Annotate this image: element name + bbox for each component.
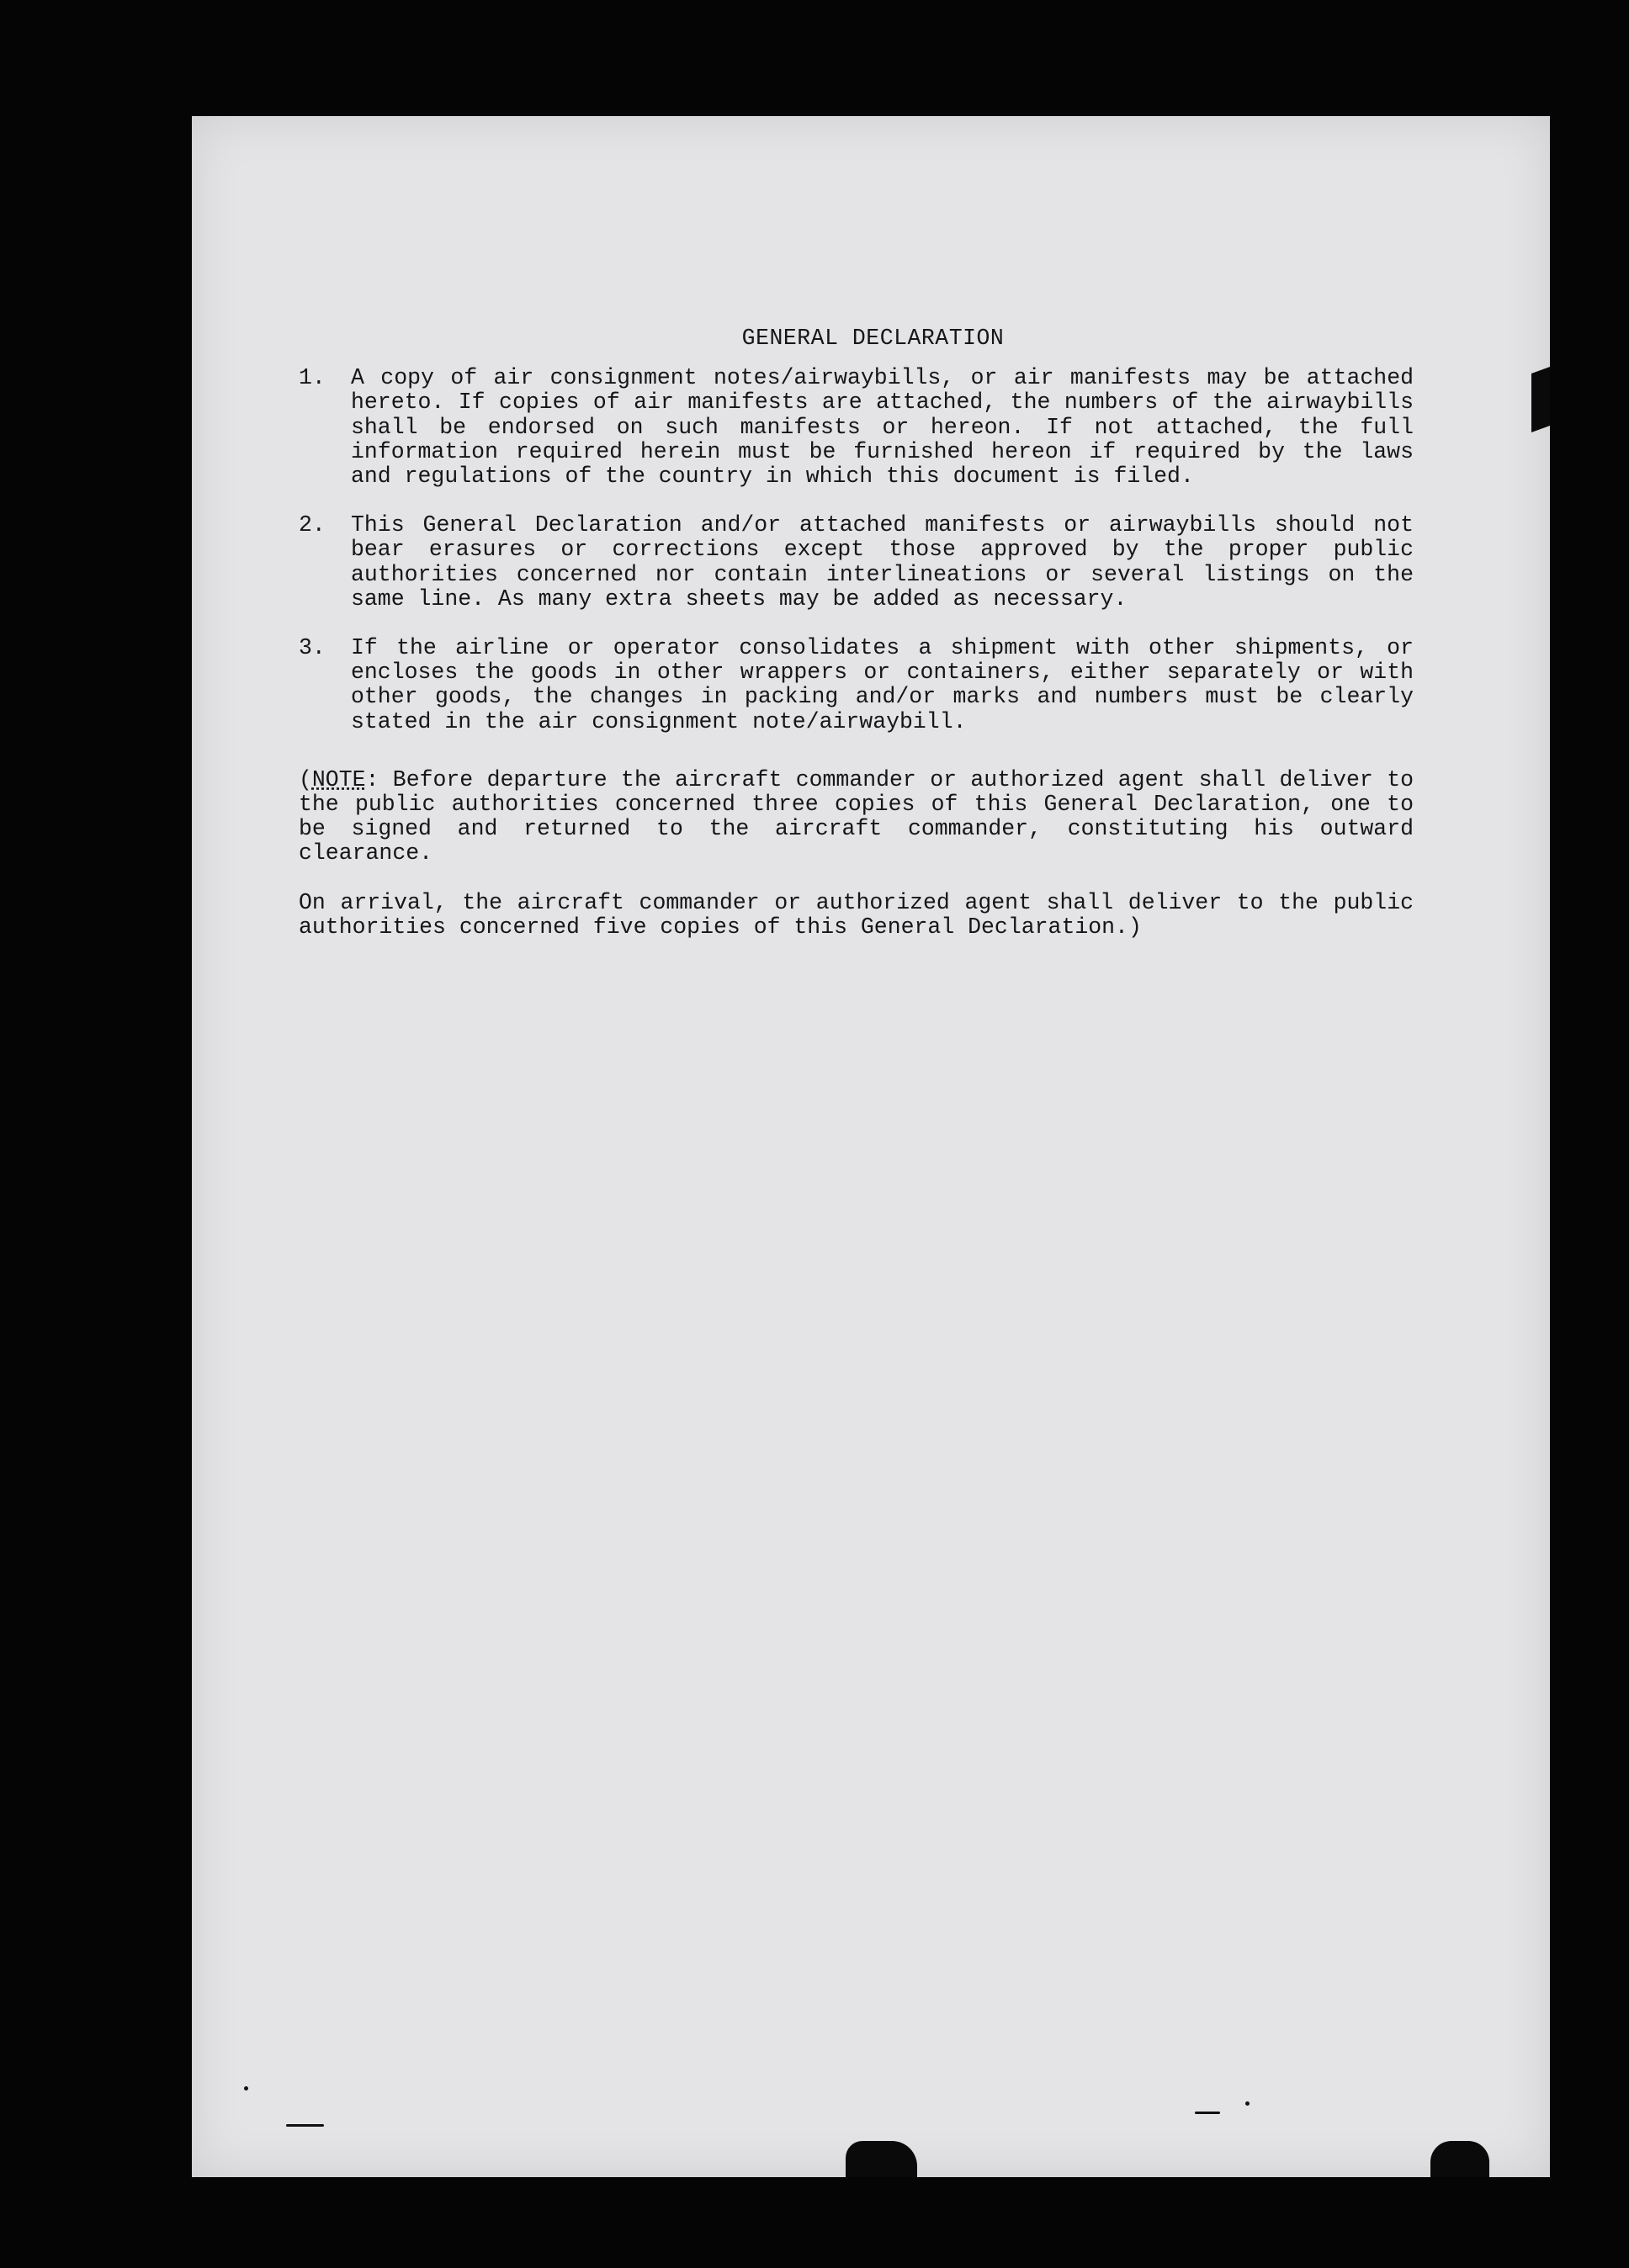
note-paragraph bbox=[299, 768, 1414, 866]
document-title: GENERAL DECLARATION bbox=[741, 326, 1005, 351]
scan-artifact bbox=[1245, 2101, 1250, 2106]
scan-artifact bbox=[244, 2086, 248, 2090]
note-text: : Before departure the aircraft commander or authorized agent shall deliver to the public authorities concerned three copies of this General Declaration, one to be signed and returned to the aircraft commander, constituting his outward clearance. bbox=[299, 766, 1414, 866]
list-item bbox=[299, 636, 1414, 734]
scan-artifact bbox=[1430, 2141, 1489, 2177]
item-text: A copy of air consignment notes/airwaybills, or air manifests may be attached hereto. If copies of air manifests are attached, the numbers of the airwaybills shall be endorsed on such manifests or hereon. If not attached, the full information required herein must be furnished hereon if required by the laws and regulations of the country in which this document is filed. bbox=[351, 365, 1414, 490]
item-number: 1. bbox=[299, 365, 326, 391]
scan-artifact bbox=[286, 2124, 324, 2127]
scan-artifact bbox=[846, 2141, 917, 2177]
note-open-paren: ( bbox=[299, 766, 312, 792]
item-number: 3. bbox=[299, 635, 326, 661]
general-declaration-document bbox=[299, 326, 1414, 940]
item-number: 2. bbox=[299, 512, 326, 538]
item-text: If the airline or operator consolidates a shipment with other shipments, or encloses the goods in other wrappers or containers, either separately or with other goods, the changes in packing and/or marks and numbers must be clearly stated in the air consignment note/airwaybill. bbox=[351, 635, 1414, 734]
list-item bbox=[299, 513, 1414, 612]
item-text: This General Declaration and/or attached manifests or airwaybills should not bear erasures or corrections except those approved by the proper public authorities concerned nor contain interlineations or several listings on the same line. As many extra sheets may be added as necessary. bbox=[351, 512, 1414, 612]
scan-artifact bbox=[1531, 367, 1550, 432]
scan-artifact bbox=[1195, 2112, 1220, 2114]
list-item bbox=[299, 366, 1414, 489]
arrival-paragraph: On arrival, the aircraft commander or authorized agent shall deliver to the public authorities concerned five copies of this General Declaration.) bbox=[299, 889, 1414, 940]
note-label: NOTE bbox=[311, 766, 366, 792]
